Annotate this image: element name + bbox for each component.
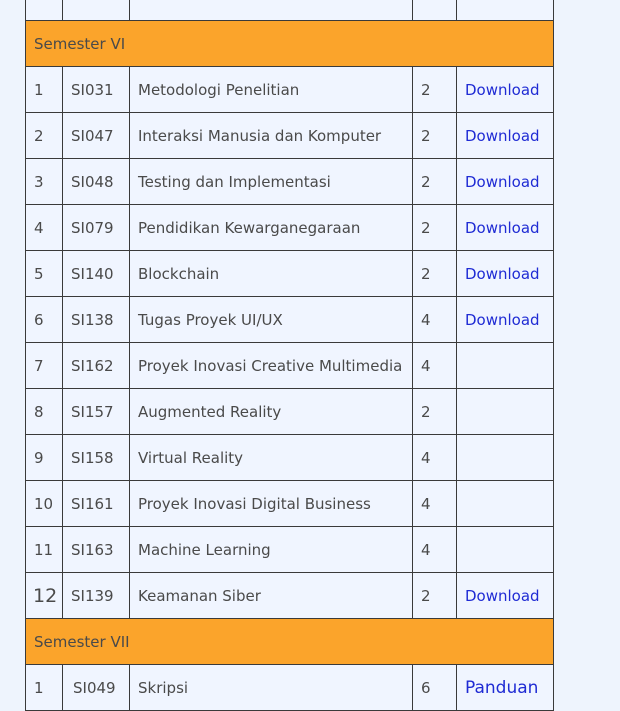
course-code: SI079 xyxy=(63,205,130,251)
course-sks: 2 xyxy=(413,573,457,619)
row-number: 8 xyxy=(26,389,63,435)
semester-label: Semester VII xyxy=(26,619,554,665)
download-cell xyxy=(457,159,554,205)
row-number: 12 xyxy=(26,573,63,619)
course-sks: 4 xyxy=(413,297,457,343)
row-number: 5 xyxy=(26,251,63,297)
course-name: Proyek Inovasi Digital Business xyxy=(130,481,413,527)
download-cell xyxy=(457,297,554,343)
course-name: Metodologi Penelitian xyxy=(130,67,413,113)
download-cell xyxy=(457,343,554,389)
course-code: SI158 xyxy=(63,435,130,481)
download-link[interactable]: Download xyxy=(465,586,540,605)
guide-link[interactable]: Panduan xyxy=(465,677,539,698)
row-number: 1 xyxy=(26,665,63,711)
course-sks: 2 xyxy=(413,113,457,159)
download-cell xyxy=(457,573,554,619)
table-row xyxy=(26,0,554,21)
table-row xyxy=(26,389,554,435)
semester-header-vi xyxy=(26,21,554,67)
row-number: 6 xyxy=(26,297,63,343)
download-link[interactable]: Download xyxy=(465,80,540,99)
semester-label: Semester VI xyxy=(26,21,554,67)
course-sks: 4 xyxy=(413,435,457,481)
table-row xyxy=(26,159,554,205)
download-link[interactable]: Download xyxy=(465,218,540,237)
download-cell xyxy=(457,389,554,435)
table-row xyxy=(26,343,554,389)
row-number: 9 xyxy=(26,435,63,481)
course-name: Testing dan Implementasi xyxy=(130,159,413,205)
course-sks xyxy=(413,0,457,21)
table-row xyxy=(26,297,554,343)
course-code: SI138 xyxy=(63,297,130,343)
course-name: Blockchain xyxy=(130,251,413,297)
course-code xyxy=(63,0,130,21)
row-number: 2 xyxy=(26,113,63,159)
course-code: SI163 xyxy=(63,527,130,573)
course-code: SI140 xyxy=(63,251,130,297)
row-number xyxy=(26,0,63,21)
course-code: SI139 xyxy=(63,573,130,619)
course-sks: 2 xyxy=(413,389,457,435)
row-number: 4 xyxy=(26,205,63,251)
download-cell xyxy=(457,481,554,527)
course-sks: 2 xyxy=(413,159,457,205)
course-name: Skripsi xyxy=(130,665,413,711)
table-row xyxy=(26,481,554,527)
table-row xyxy=(26,527,554,573)
table-row xyxy=(26,573,554,619)
table-row xyxy=(26,205,554,251)
course-sks: 6 xyxy=(413,665,457,711)
table-row xyxy=(26,67,554,113)
course-name xyxy=(130,0,413,21)
course-sks: 2 xyxy=(413,67,457,113)
table-row xyxy=(26,435,554,481)
download-cell xyxy=(457,251,554,297)
course-name: Tugas Proyek UI/UX xyxy=(130,297,413,343)
course-name: Augmented Reality xyxy=(130,389,413,435)
download-link[interactable]: Download xyxy=(465,310,540,329)
guide-cell xyxy=(457,665,554,711)
course-sks: 4 xyxy=(413,343,457,389)
semester-header-vii xyxy=(26,619,554,665)
course-sks: 2 xyxy=(413,205,457,251)
row-number: 7 xyxy=(26,343,63,389)
download-cell xyxy=(457,205,554,251)
course-name: Proyek Inovasi Creative Multimedia xyxy=(130,343,413,389)
course-name: Pendidikan Kewarganegaraan xyxy=(130,205,413,251)
table-row xyxy=(26,251,554,297)
course-sks: 4 xyxy=(413,481,457,527)
download-cell xyxy=(457,435,554,481)
download-cell xyxy=(457,67,554,113)
course-sks: 4 xyxy=(413,527,457,573)
curriculum-table-container xyxy=(25,0,553,711)
course-code: SI049 xyxy=(63,665,130,711)
course-code: SI162 xyxy=(63,343,130,389)
row-number: 3 xyxy=(26,159,63,205)
course-code: SI031 xyxy=(63,67,130,113)
course-sks: 2 xyxy=(413,251,457,297)
download-link[interactable]: Download xyxy=(465,264,540,283)
download-cell xyxy=(457,0,554,21)
download-link[interactable]: Download xyxy=(465,172,540,191)
row-number: 10 xyxy=(26,481,63,527)
course-code: SI161 xyxy=(63,481,130,527)
table-row xyxy=(26,665,554,711)
download-cell xyxy=(457,527,554,573)
course-code: SI157 xyxy=(63,389,130,435)
course-name: Interaksi Manusia dan Komputer xyxy=(130,113,413,159)
course-name: Virtual Reality xyxy=(130,435,413,481)
download-cell xyxy=(457,113,554,159)
row-number: 11 xyxy=(26,527,63,573)
course-name: Keamanan Siber xyxy=(130,573,413,619)
download-link[interactable]: Download xyxy=(465,126,540,145)
course-name: Machine Learning xyxy=(130,527,413,573)
course-code: SI047 xyxy=(63,113,130,159)
row-number: 1 xyxy=(26,67,63,113)
curriculum-table xyxy=(25,0,554,711)
course-code: SI048 xyxy=(63,159,130,205)
table-row xyxy=(26,113,554,159)
